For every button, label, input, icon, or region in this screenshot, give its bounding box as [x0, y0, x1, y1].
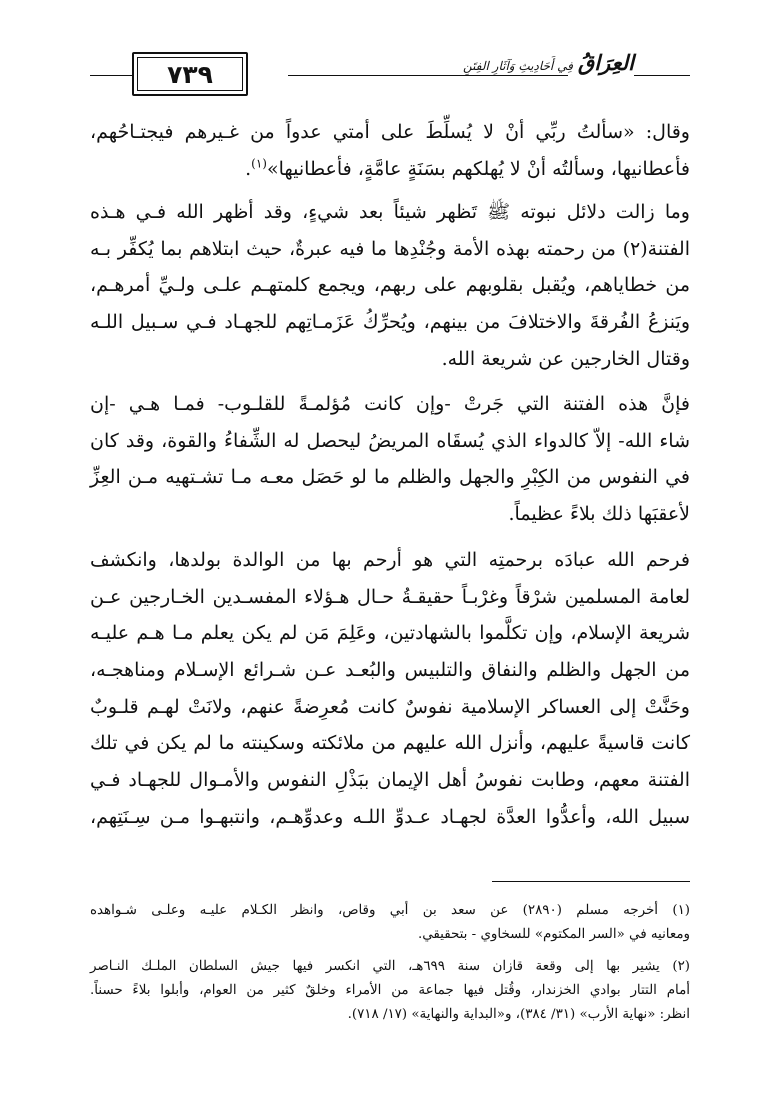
text-line: في النفوس من الكِبْرِ والجهل والظلم ما لو حَصَل معـه مـا تشـتهيه مـن العِزِّ	[90, 466, 690, 489]
text-line: من الجهل والظلم والنفاق والتلبيس والبُعـد عـن شـرائع الإسـلام ومناهجـه،	[90, 659, 690, 682]
text-line: وحَنَّتْ إلى العساكر الإسلامية نفوسٌ كانت مُعرِضةً عنهم، ولانَتْ لهـم قلـوبٌ	[90, 695, 690, 718]
text-line: فإنَّ هذه الفتنة التي جَرتْ -وإن كانت مُؤلمـةً للقلـوب- فمـا هـي -إن	[90, 393, 690, 415]
page-header	[90, 48, 690, 96]
text-line: وما زالت دلائل نبوته ﷺ تَظهر شيئاً بعد شيءٍ، وقد أظهر الله فـي هـذه	[90, 201, 690, 223]
text-line: شاء الله- إلاّ كالدواء الذي يُسقَاه المريضُ ليحصل له الشِّفاءُ والقوة، وقد كان	[90, 429, 690, 452]
page-number: ٧٣٩	[167, 59, 213, 89]
running-title-main: العِرَاقُ	[577, 50, 634, 75]
paragraph-1	[90, 114, 690, 187]
footnote-ref: (١)	[251, 156, 267, 171]
text-line: الفتنة(٢) من رحمته بهذه الأمة وجُنْدِها ما فيه عبرةٌ، حيث ابتلاهم بما يُكفِّر بـه	[90, 237, 690, 260]
text-line: من خطاياهم، ويُقبل بقلوبهم على ربهم، ويجمع كلمتهـم علـى ولـيِّ أمرهـم،	[90, 274, 690, 297]
text-line-content: فأعطانيها، وسألتُه أنْ لا يُهلكهم بسَنَةٍ عامَّةٍ، فأعطانيها»	[266, 157, 690, 180]
text-line: سبيل الله، وأعدُّوا العدَّة لجهـاد عـدوِّ اللـه وعدوِّهـم، وانتبهـوا مـن سِـنَتِهم،	[90, 805, 690, 828]
page-number-box	[132, 52, 248, 96]
footnotes	[90, 899, 690, 1027]
text-line: فرحم الله عبادَه برحمتِه التي هو أرحم بها من الوالدة بولدها، وانكشف	[90, 549, 690, 571]
text-line: كانت قاسيةً عليهم، وأنزل الله عليهم من ملائكته وسكينته ما لم يكن في تلك	[90, 732, 690, 755]
paragraph-4	[90, 542, 690, 836]
text-line: لأعقبَها ذلك بلاءً عظيماً.	[508, 503, 690, 526]
text-line: فأعطانيها، وسألتُه أنْ لا يُهلكهم بسَنَةٍ عامَّةٍ، فأعطانيها»$^{(١)}$.	[245, 156, 690, 180]
footnote-line: انظر: «نهاية الأرب» (٣١/ ٣٨٤)، و«البداية والنهاية» (١٧/ ٧١٨).	[347, 1007, 690, 1023]
footnote-line: (١) أخرجه مسلم (٢٨٩٠) عن سعد بن أبي وقاص، وانظر الكـلام عليـه وعلـى شـواهده	[90, 903, 691, 918]
running-title-sub: فِي أَحَادِيثِ وَآثَارِ الفِتَنِ	[463, 59, 573, 73]
text-line: الفتنة معهم، وطابت نفوسُ أهل الإيمان ببَذْلِ النفوس والأمـوال للجهـاد فـي	[90, 769, 690, 792]
header-rule-middle	[288, 75, 568, 76]
text-line: ويَنزعُ الفُرقةَ والاختلافَ من بينهم، ويُحرِّكُ عَزَمـاتِهم للجهـاد فـي سـبيل اللـه	[90, 311, 690, 334]
paragraph-2	[90, 194, 690, 377]
text-line: لعامة المسلمين شرْقاً وغرْبـاً حقيقـةُ حـال هـؤلاء المفسـدين الخـارجين عـن	[90, 585, 690, 608]
paragraph-3	[90, 386, 690, 533]
footnote-line: ومعانيه في «السر المكتوم» للسخاوي - بتحقيقي.	[417, 927, 690, 943]
text-line: وقتال الخارجين عن شريعة الله.	[441, 347, 690, 370]
header-rule-left	[90, 75, 132, 76]
footnote-separator	[492, 881, 690, 882]
header-rule-right	[634, 75, 690, 76]
text-line: شريعة الإسلام، وإن تكلَّموا بالشهادتين، وعَلِمَ مَن لم يكن يعلم مـا هـم عليـه	[90, 622, 690, 645]
text-line: وقال: «سألتُ ربِّي أنْ لا يُسلِّطَ على أمتي عدواً من غـيرهم فيجتـاحُهم،	[90, 121, 690, 143]
footnote-line: أمام التتار بوادي الخزندار، وقُتل فيها جماعة من الأمراء وخلقٌ كثير من العوام، وأبلوا بلاءً حسناً.	[90, 982, 690, 998]
running-title	[463, 48, 634, 88]
footnote-line: (٢) يشير بها إلى وقعة قازان سنة ٦٩٩هـ، التي انكسر فيها جيش السلطان الملـك النـاصر	[90, 958, 691, 974]
